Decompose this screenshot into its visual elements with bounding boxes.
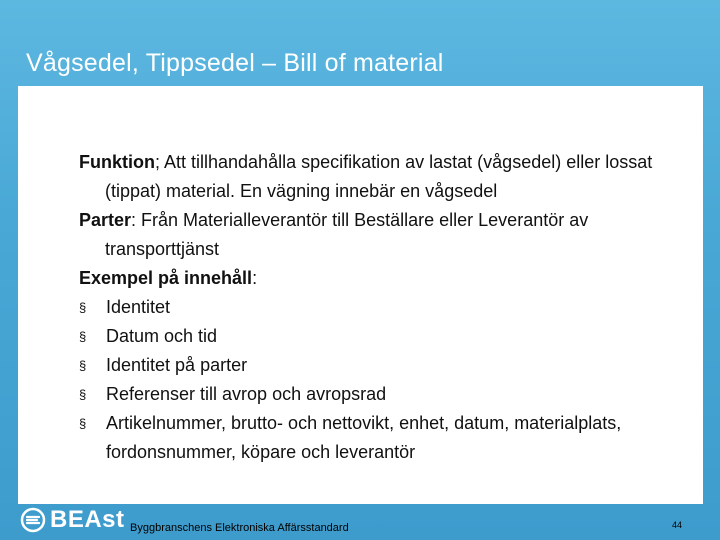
list-item-text: Identitet <box>106 297 171 317</box>
beast-logo-icon <box>20 507 46 533</box>
bullet-icon: § <box>79 416 87 431</box>
list-item <box>79 409 689 467</box>
list-item-text: Referenser till avrop och avropsrad <box>106 384 387 404</box>
bullet-icon: § <box>79 358 87 373</box>
list-item <box>79 322 689 351</box>
slide-title: Vågsedel, Tippsedel – Bill of material <box>26 49 444 77</box>
bullet-icon: § <box>79 300 87 315</box>
parter-text: : Från Materialleverantör till Beställare eller Leverantör av transporttjänst <box>105 210 589 259</box>
beast-logo <box>20 506 125 534</box>
slide-body <box>79 148 689 467</box>
list-item-text: Identitet på parter <box>106 355 248 375</box>
exempel-label: Exempel på innehåll <box>79 268 253 288</box>
parter-label: Parter <box>79 210 132 230</box>
exempel-heading <box>79 264 689 293</box>
list-item-text: Artikelnummer, brutto- och nettovikt, enhet, datum, materialplats, fordonsnummer, köpare och leverantör <box>106 413 622 462</box>
list-item <box>79 380 689 409</box>
footer-tagline: Byggbranschens Elektroniska Affärsstandard <box>130 522 349 534</box>
list-item <box>79 351 689 380</box>
bullet-icon: § <box>79 329 87 344</box>
page-number: 44 <box>672 520 683 530</box>
logo-text: BEAst <box>50 506 125 533</box>
funktion-text: ; Att tillhandahålla specifikation av lastat (vågsedel) eller lossat (tippat) material. En vägning innebär en vågsedel <box>105 152 653 201</box>
bullet-icon: § <box>79 387 87 402</box>
list-item-text: Datum och tid <box>106 326 218 346</box>
list-item <box>79 293 689 322</box>
exempel-suffix: : <box>252 268 258 288</box>
funktion-label: Funktion <box>79 152 155 172</box>
parter-paragraph <box>79 206 689 264</box>
funktion-paragraph <box>79 148 689 206</box>
